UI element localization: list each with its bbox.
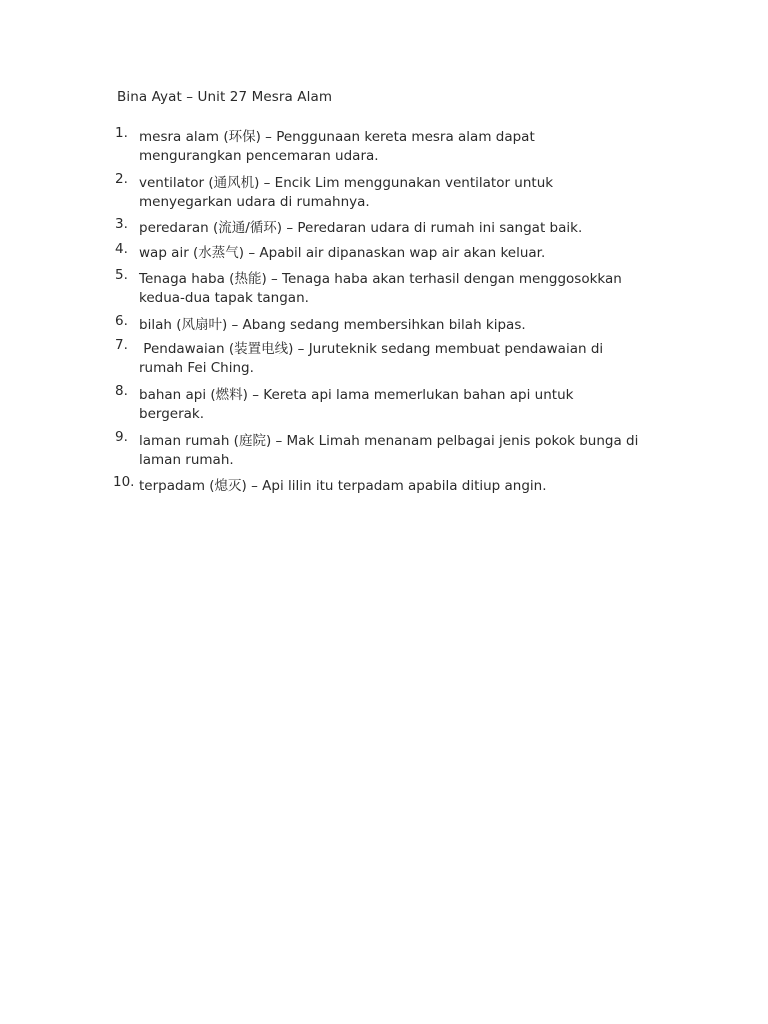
item-text-line: menyegarkan udara di rumahnya. xyxy=(139,194,370,210)
item-text-line: mengurangkan pencemaran udara. xyxy=(139,148,379,164)
item-text-line: peredaran (流通/循环) – Peredaran udara di rumah ini sangat baik. xyxy=(139,220,583,236)
item-number: 4. xyxy=(115,241,128,257)
item-number: 6. xyxy=(115,313,128,329)
item-text-line: Pendawaian (装置电线) – Juruteknik sedang membuat pendawaian di xyxy=(139,341,604,357)
item-number: 8. xyxy=(115,383,128,399)
item-number: 10. xyxy=(113,474,135,490)
item-text-line: terpadam (熄灭) – Api lilin itu terpadam apabila ditiup angin. xyxy=(139,478,547,494)
item-text-line: ventilator (通风机) – Encik Lim menggunakan ventilator untuk xyxy=(139,175,554,191)
item-number: 3. xyxy=(115,216,128,232)
item-text-line: laman rumah. xyxy=(139,452,234,468)
item-text-line: wap air (水蒸气) – Apabil air dipanaskan wap air akan keluar. xyxy=(139,245,546,261)
item-text-line: Tenaga haba (热能) – Tenaga haba akan terhasil dengan menggosokkan xyxy=(139,271,622,287)
item-text-line: bilah (风扇叶) – Abang sedang membersihkan bilah kipas. xyxy=(139,317,526,333)
item-text-line: kedua-dua tapak tangan. xyxy=(139,290,309,306)
item-text-line: bahan api (燃料) – Kereta api lama memerlukan bahan api untuk xyxy=(139,387,574,403)
item-number: 2. xyxy=(115,171,128,187)
page-title: Bina Ayat – Unit 27 Mesra Alam xyxy=(117,89,333,105)
item-number: 9. xyxy=(115,429,128,445)
item-number: 5. xyxy=(115,267,128,283)
item-number: 7. xyxy=(115,337,128,353)
item-text-line: mesra alam (环保) – Penggunaan kereta mesra alam dapat xyxy=(139,129,535,145)
item-text-line: rumah Fei Ching. xyxy=(139,360,254,376)
item-number: 1. xyxy=(115,125,128,141)
item-text-line: laman rumah (庭院) – Mak Limah menanam pelbagai jenis pokok bunga di xyxy=(139,433,639,449)
item-text-line: bergerak. xyxy=(139,406,204,422)
